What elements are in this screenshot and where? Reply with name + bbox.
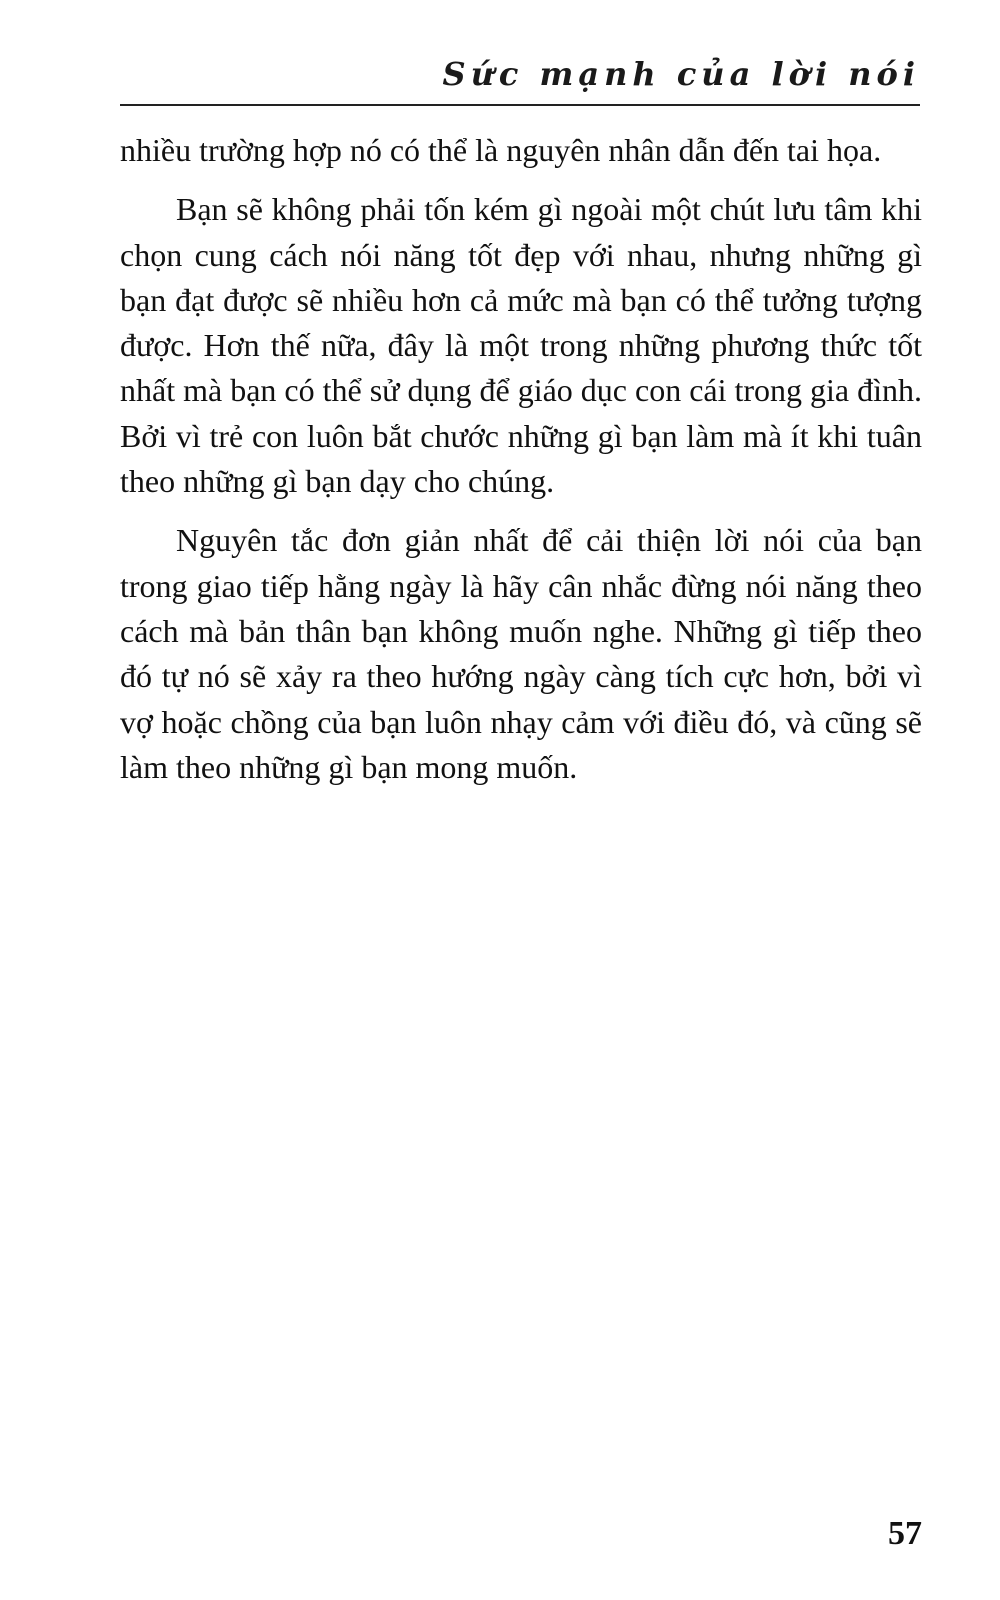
running-title: Sức mạnh của lời nói	[442, 55, 920, 93]
page-body	[120, 128, 922, 804]
paragraph-continued: nhiều trường hợp nó có thể là nguyên nhân dẫn đến tai họa.	[120, 132, 882, 168]
running-header	[120, 52, 920, 106]
paragraph: Bạn sẽ không phải tốn kém gì ngoài một chút lưu tâm khi chọn cung cách nói năng tốt đẹp với nhau, nhưng những gì bạn đạt được sẽ nhiều hơn cả mức mà bạn có thể tưởng tượng được. Hơn thế nữa, đây là một trong những phương thức tốt nhất mà bạn có thể sử dụng để giáo dục con cái trong gia đình. Bởi vì trẻ con luôn bắt chước những gì bạn làm mà ít khi tuân theo những gì bạn dạy cho chúng.	[120, 191, 923, 500]
page-number: 57	[888, 1515, 922, 1552]
paragraph: Nguyên tắc đơn giản nhất để cải thiện lời nói của bạn trong giao tiếp hằng ngày là hãy cân nhắc đừng nói năng theo cách mà bản thân bạn không muốn nghe. Những gì tiếp theo đó tự nó sẽ xảy ra theo hướng ngày càng tích cực hơn, bởi vì vợ hoặc chồng của bạn luôn nhạy cảm với điều đó, và cũng sẽ làm theo những gì bạn mong muốn.	[120, 522, 922, 785]
